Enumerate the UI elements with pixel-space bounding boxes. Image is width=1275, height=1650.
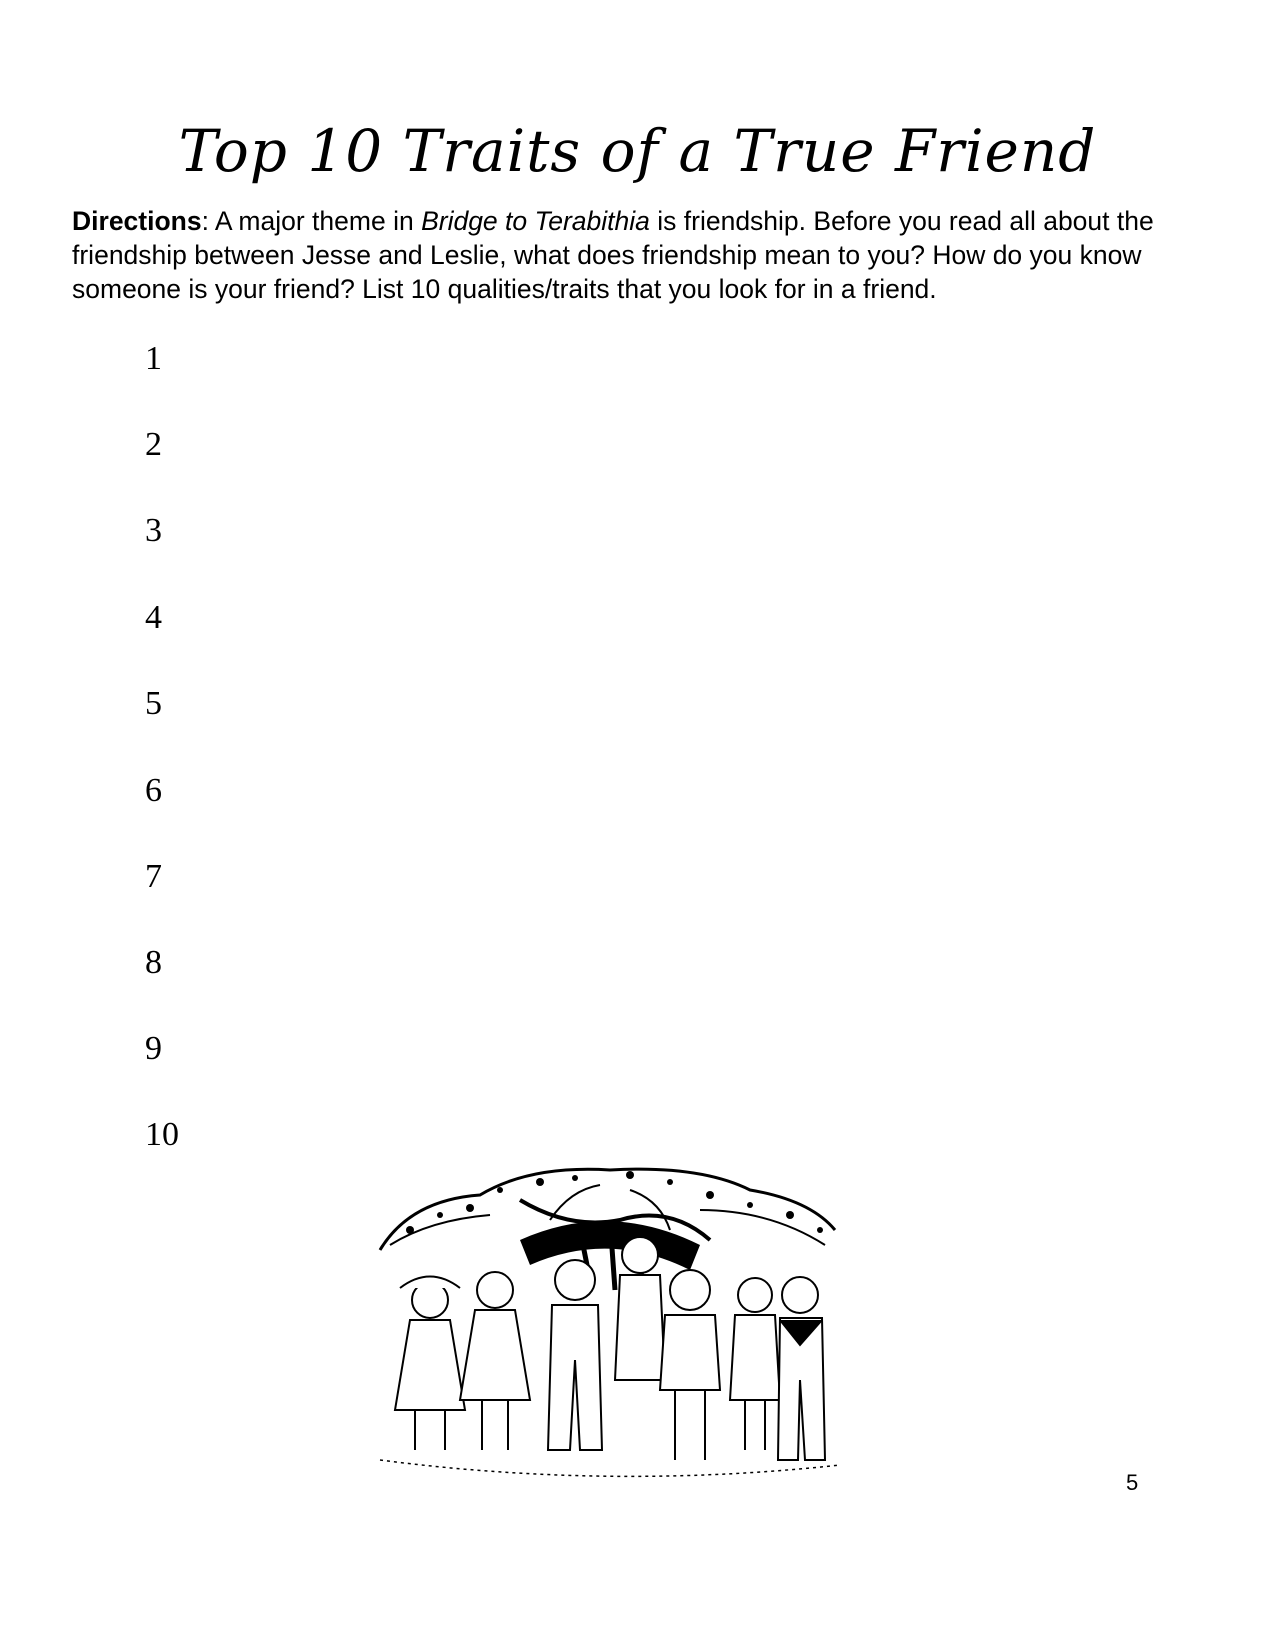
children-under-tree-illustration	[370, 1160, 850, 1510]
directions-label: Directions	[72, 206, 202, 236]
directions-text: : A major theme in	[201, 206, 422, 236]
list-number: 3	[145, 512, 162, 549]
directions-text: is friendship. Before you read all about the friendship between Jesse and Leslie, what does friendship mean to you? How do you know someone is your friend? List 10 qualities/traits that you look for in a friend.	[72, 206, 1154, 304]
list-number: 6	[145, 772, 162, 809]
page-number: 5	[1126, 1470, 1139, 1495]
list-number: 5	[145, 685, 162, 722]
list-number: 8	[145, 944, 162, 981]
list-number: 2	[145, 426, 162, 463]
list-number: 10	[145, 1116, 179, 1153]
list-number: 9	[145, 1030, 162, 1067]
book-title: Bridge to Terabithia	[421, 206, 650, 236]
directions-paragraph	[72, 204, 1182, 306]
list-number: 4	[145, 599, 162, 636]
page-title: Top 10 Traits of a True Friend	[178, 116, 1097, 185]
list-number: 1	[145, 340, 162, 377]
list-number: 7	[145, 858, 162, 895]
